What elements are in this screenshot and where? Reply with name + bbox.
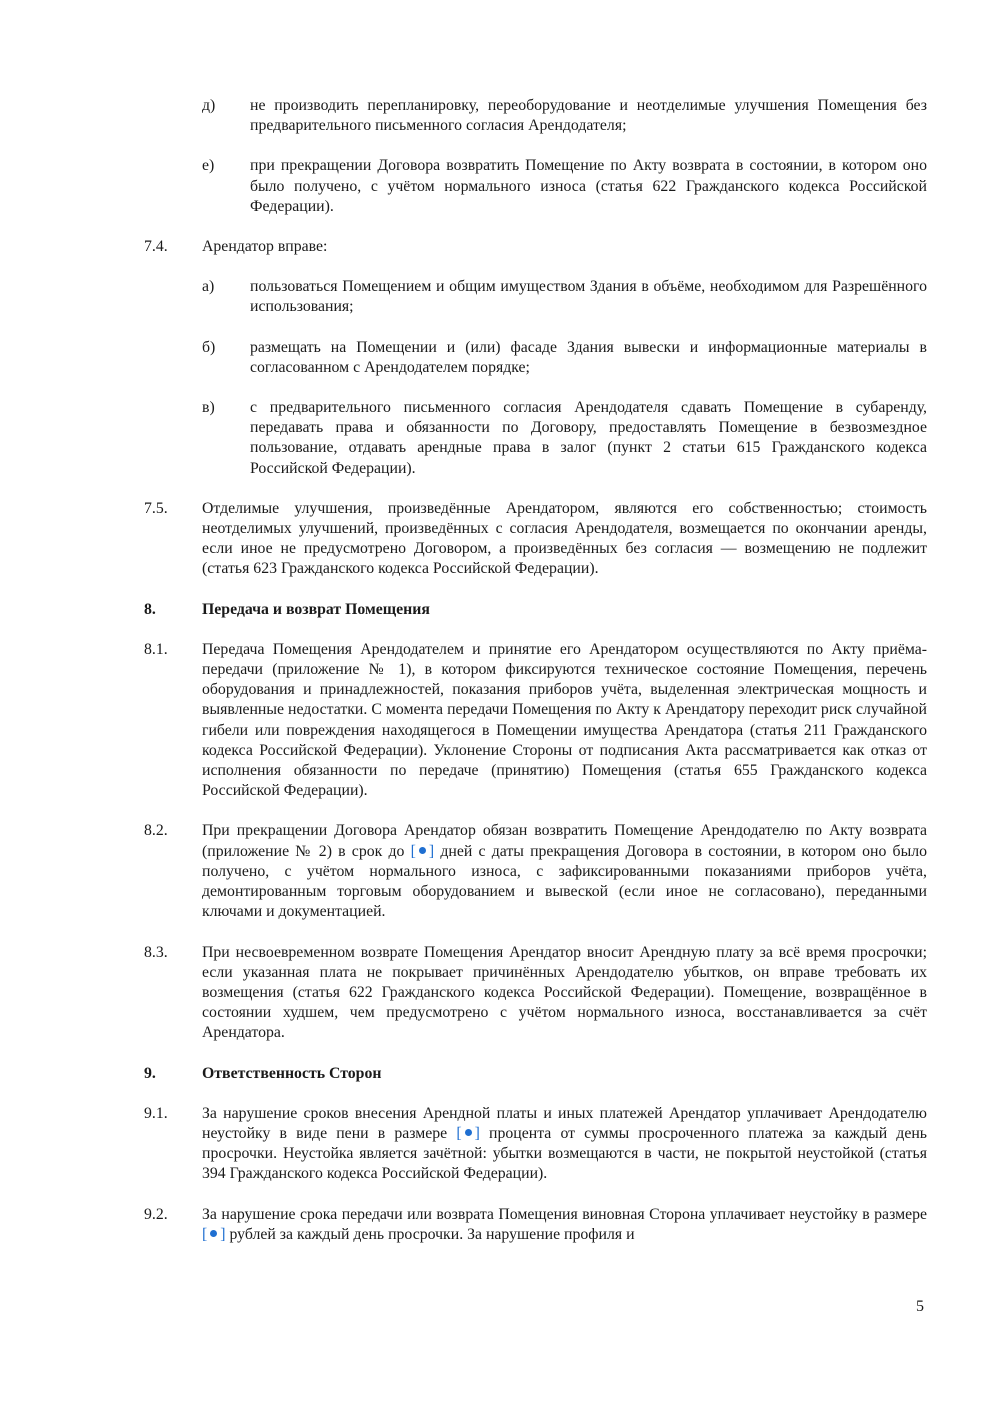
clause-text (202, 1205, 927, 1245)
section-title: Передача и возврат Помещения (202, 600, 430, 618)
clause-item (144, 640, 927, 802)
clause-number: 8.2. (144, 822, 168, 840)
clause-item (144, 1205, 927, 1245)
clause-text (202, 821, 927, 922)
subclause-item (202, 96, 927, 136)
clause-item (144, 1104, 927, 1185)
clause-text: Отделимые улучшения, произведённые Арендатором, являются его собственностью; стоимость неотделимых улучшений, произведённых с согласия Арендодателя, возмещается по окончании аренды, если иное не предусмотрено Договором, а произведённых без согласия — возмещению не подлежит (статья 623 Гражданского кодекса Российской Федерации). (202, 499, 927, 578)
document-body (144, 96, 927, 1245)
clause-text: не производить перепланировку, переоборудование и неотделимые улучшения Помещения без предварительного письменного согласия Арендодателя; (250, 97, 927, 135)
placeholder-marker (456, 1125, 480, 1142)
clause-number: 8.3. (144, 943, 168, 961)
section-heading (144, 600, 927, 620)
bullet-dot-icon (210, 1230, 217, 1237)
placeholder-marker (411, 843, 435, 860)
clause-text-after: рублей за каждый день просрочки. За нарушение профиля и (225, 1225, 635, 1243)
section-title: Ответственность Сторон (202, 1064, 382, 1082)
subclause-label: е) (202, 157, 215, 175)
clause-text: При несвоевременном возврате Помещения Арендатор вносит Арендную плату за всё время просрочки; если указанная плата не покрывает причинённых Арендодателю убытков, он вправе требовать их возмещения (статья 622 Гражданского кодекса Российской Федерации). Помещение, возвращённое в состоянии худшем, чем предусмотрено с учётом нормального износа, восстанавливается за счёт Арендатора. (202, 943, 927, 1042)
clause-item (144, 237, 927, 257)
clause-text: пользоваться Помещением и общим имуществом Здания в объёме, необходимом для Разрешённого использования; (250, 278, 927, 316)
placeholder-open-bracket: [ (456, 1124, 462, 1142)
clause-number: 8.1. (144, 640, 168, 658)
placeholder-close-bracket: ] (474, 1124, 480, 1142)
clause-item (144, 499, 927, 580)
clause-text-after: процента от суммы просроченного платежа за каждый день просрочки. Неустойка является зачётной: убытки возмещаются в части, не покрытой неустойкой (статья 394 Гражданского кодекса Российской Федерации). (202, 1124, 927, 1183)
page-number: 5 (916, 1298, 924, 1315)
clause-item (144, 821, 927, 922)
subclause-label: а) (202, 278, 215, 296)
placeholder-open-bracket: [ (202, 1225, 208, 1243)
clause-text: при прекращении Договора возвратить Помещение по Акту возврата в состоянии, в котором оно было получено, с учётом нормального износа (статья 622 Гражданского кодекса Российской Федерации). (250, 157, 927, 215)
clause-text: Передача Помещения Арендодателем и принятие его Арендатором осуществляются по Акту приёма-передачи (приложение № 1), в котором фиксируются техническое состояние Помещения, перечень оборудования и принадлежностей, показания приборов учёта, выделенная электрическая мощность и выявленные недостатки. С момента передачи Помещения по Акту к Арендатору переходит риск случайной гибели или повреждения находящегося в Помещении имущества Арендатора (статья 211 Гражданского кодекса Российской Федерации). Уклонение Стороны от подписания Акта рассматривается как отказ от исполнения обязанности по передаче (принятию) Помещения (статья 655 Гражданского кодекса Российской Федерации). (202, 640, 927, 800)
clause-text (202, 1104, 927, 1185)
placeholder-close-bracket: ] (428, 842, 435, 860)
placeholder-close-bracket: ] (220, 1225, 226, 1243)
section-number: 8. (144, 600, 156, 618)
subclause-label: д) (202, 97, 216, 114)
clause-text-before: При прекращении Договора Арендатор обязан возвратить Помещение Арендодателю по Акту возврата (приложение № 2) в срок до (202, 822, 927, 860)
subclause-label: в) (202, 399, 215, 417)
clause-number: 9.1. (144, 1104, 168, 1122)
bullet-dot-icon (465, 1129, 472, 1136)
clause-number: 7.4. (144, 238, 168, 256)
clause-number: 7.5. (144, 499, 168, 517)
subclause-item (202, 338, 927, 378)
section-heading (144, 1064, 927, 1084)
clause-text-after: дней с даты прекращения Договора в состоянии, в котором оно было получено, с учётом нормального износа, с зафиксированными показаниями приборов учёта, демонтированным торговым оборудованием и вывеской (если иное не согласовано), переданными ключами и документацией. (202, 842, 927, 921)
clause-text: Арендатор вправе: (202, 238, 328, 256)
clause-number: 9.2. (144, 1205, 168, 1223)
subclause-item (202, 398, 927, 479)
placeholder-open-bracket: [ (410, 842, 416, 860)
section-number: 9. (144, 1064, 156, 1082)
subclause-item (202, 156, 927, 217)
subclause-label: б) (202, 338, 216, 356)
subclause-item (202, 277, 927, 317)
clause-text: размещать на Помещении и (или) фасаде Здания вывески и информационные материалы в согласованном с Арендодателем порядке; (250, 338, 927, 376)
clause-text: с предварительного письменного согласия Арендодателя сдавать Помещение в субаренду, передавать права и обязанности по Договору, предоставлять Помещение в безвозмездное пользование, отдавать арендные права в залог (пункт 2 статьи 615 Гражданского кодекса Российской Федерации). (250, 399, 927, 477)
clause-item (144, 943, 927, 1044)
clause-text-before: За нарушение сроков внесения Арендной платы и иных платежей Арендатор уплачивает Арендодателю неустойку в виде пени в размере (202, 1104, 927, 1142)
clause-text-before: За нарушение срока передачи или возврата Помещения виновная Сторона уплачивает неустойку в размере (202, 1205, 927, 1223)
placeholder-marker (202, 1226, 226, 1243)
bullet-dot-icon (419, 847, 426, 854)
